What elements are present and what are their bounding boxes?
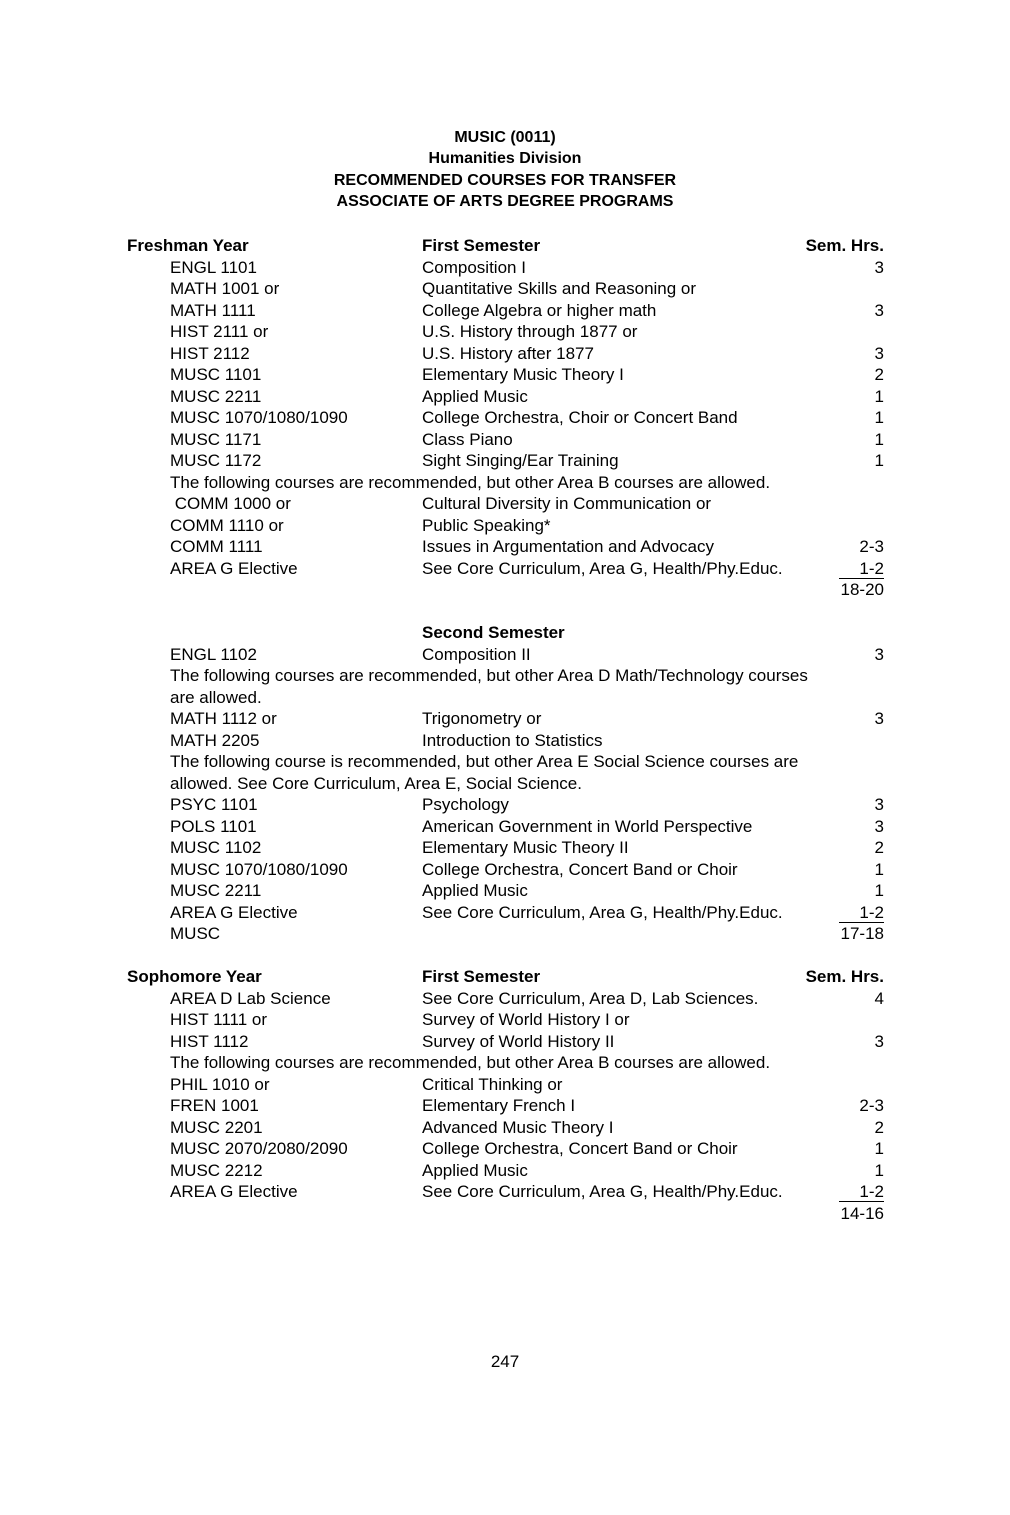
hours-header: Sem. Hrs. (805, 236, 884, 255)
course-title: Composition II (422, 644, 531, 664)
semester-total: 14-16 (840, 1203, 884, 1223)
course-title: Class Piano (422, 429, 513, 449)
course-title: Critical Thinking or (422, 1074, 563, 1094)
course-title: Cultural Diversity in Communication or (422, 494, 712, 513)
course-title: See Core Curriculum, Area G, Health/Phy.Educ. (422, 902, 783, 922)
year-label: Sophomore Year (127, 967, 262, 986)
course-title: U.S. History after 1877 (422, 343, 594, 363)
course-hours: 1-2 (839, 1183, 884, 1202)
area-e-note-cont: allowed. See Core Curriculum, Area E, Social Science. (170, 773, 582, 793)
course-title: See Core Curriculum, Area G, Health/Phy.Educ. (422, 558, 783, 578)
course-title: American Government in World Perspective (422, 816, 753, 836)
course-title: Composition I (422, 257, 526, 277)
course-row (0, 1074, 1010, 1096)
area-d-note-cont: are allowed. (170, 687, 262, 707)
course-code: MUSC 1171 (170, 429, 262, 449)
course-code: PHIL 1010 or (170, 1074, 270, 1094)
course-title: College Algebra or higher math (422, 300, 657, 320)
semester-total: 17-18 (840, 924, 884, 943)
hours-header: Sem. Hrs. (805, 967, 884, 986)
area-b-note: The following courses are recommended, but other Area B courses are allowed. (170, 1053, 771, 1072)
course-hours: 3 (874, 1031, 884, 1051)
course-row (0, 1138, 1010, 1160)
course-code: AREA G Elective (170, 558, 298, 578)
area-b-note: The following courses are recommended, but other Area B courses are allowed. (170, 472, 771, 492)
course-code: MATH 1001 or (170, 279, 280, 298)
course-code: MATH 1112 or (170, 709, 277, 728)
course-title: Survey of World History I or (422, 1010, 630, 1029)
semester-title: First Semester (422, 236, 541, 255)
course-row (0, 708, 1010, 730)
course-title: Elementary Music Theory I (422, 365, 624, 384)
semester-total: 18-20 (840, 580, 884, 599)
course-code: FREN 1001 (170, 1096, 259, 1115)
course-row (0, 1031, 1010, 1053)
course-row (0, 386, 1010, 408)
course-hours: 2-3 (859, 537, 884, 556)
course-title: College Orchestra, Concert Band or Choir (422, 1139, 738, 1158)
course-hours: 4 (874, 988, 884, 1008)
document-header (0, 127, 1010, 213)
course-row (0, 730, 1010, 752)
course-hours: 3 (874, 644, 884, 664)
course-hours: 3 (874, 709, 884, 728)
course-title: Applied Music (422, 881, 528, 900)
course-row (0, 515, 1010, 537)
course-title: Public Speaking* (422, 515, 551, 535)
course-code: ENGL 1102 (170, 644, 257, 664)
course-code: MUSC 1070/1080/1090 (170, 408, 348, 427)
course-hours: 2 (874, 365, 884, 384)
course-title: See Core Curriculum, Area G, Health/Phy.Educ. (422, 1182, 783, 1201)
year-label: Freshman Year (127, 236, 249, 255)
course-hours: 3 (874, 795, 884, 814)
course-row (0, 278, 1010, 300)
course-row (0, 429, 1010, 451)
course-hours: 1 (874, 881, 884, 900)
course-title: Sight Singing/Ear Training (422, 451, 619, 470)
course-hours: 3 (874, 257, 884, 277)
course-hours: 1 (874, 1160, 884, 1180)
course-code: MATH 2205 (170, 730, 260, 750)
course-row (0, 364, 1010, 386)
course-title: Elementary French I (422, 1096, 576, 1115)
course-row (0, 1160, 1010, 1182)
freshman-second-semester (0, 622, 1010, 945)
sophomore-first-semester (0, 966, 1010, 1224)
course-code: COMM 1110 or (170, 515, 284, 535)
course-code: MUSC 2070/2080/2090 (170, 1139, 348, 1158)
course-hours: 1 (874, 429, 884, 449)
course-title: Introduction to Statistics (422, 730, 603, 750)
course-row (0, 988, 1010, 1010)
course-row (0, 794, 1010, 816)
course-title: Advanced Music Theory I (422, 1117, 614, 1137)
course-hours: 1 (874, 859, 884, 879)
course-hours: 1-2 (839, 904, 884, 923)
course-row (0, 859, 1010, 881)
course-title: See Core Curriculum, Area D, Lab Sciences. (422, 988, 759, 1008)
course-code: MUSC 2211 (170, 881, 262, 900)
course-title: U.S. History through 1877 or (422, 322, 638, 341)
course-row (0, 1117, 1010, 1139)
course-title: Quantitative Skills and Reasoning or (422, 279, 697, 298)
course-code: COMM 1000 or (170, 494, 291, 513)
course-code: HIST 1112 (170, 1031, 249, 1051)
course-code: POLS 1101 (170, 816, 257, 836)
course-title: Elementary Music Theory II (422, 838, 629, 857)
course-code: MUSC (170, 924, 221, 943)
course-title: Trigonometry or (422, 709, 542, 728)
course-code: MUSC 2211 (170, 386, 262, 406)
course-row (0, 300, 1010, 322)
course-row (0, 450, 1010, 472)
area-e-note: The following course is recommended, but other Area E Social Science courses are (170, 752, 799, 771)
course-row (0, 1009, 1010, 1031)
course-hours: 1 (874, 451, 884, 470)
course-row (0, 407, 1010, 429)
course-code: AREA D Lab Science (170, 988, 331, 1008)
course-row (0, 536, 1010, 558)
course-hours: 2 (874, 1117, 884, 1137)
course-row (0, 558, 1010, 580)
semester-title: First Semester (422, 967, 541, 986)
course-title: Applied Music (422, 386, 528, 406)
course-row (0, 816, 1010, 838)
course-list (0, 257, 1010, 472)
course-row (0, 493, 1010, 515)
course-title: Psychology (422, 795, 509, 814)
course-row (0, 257, 1010, 279)
course-row (0, 1181, 1010, 1203)
page-number: 247 (490, 1352, 520, 1371)
course-code: HIST 1111 or (170, 1010, 268, 1029)
course-code: MUSC 1070/1080/1090 (170, 859, 348, 879)
course-row (0, 321, 1010, 343)
course-title: College Orchestra, Choir or Concert Band (422, 408, 738, 427)
heading-recommended: RECOMMENDED COURSES FOR TRANSFER (333, 171, 677, 189)
course-title: Survey of World History II (422, 1031, 615, 1051)
course-hours: 2 (874, 838, 884, 857)
course-code: PSYC 1101 (170, 795, 258, 814)
program-title: MUSIC (0011) (454, 129, 556, 146)
area-d-note: The following courses are recommended, but other Area D Math/Technology courses (170, 666, 808, 685)
course-title: Issues in Argumentation and Advocacy (422, 537, 715, 556)
semester-title: Second Semester (422, 623, 565, 642)
course-hours: 1 (874, 386, 884, 406)
course-row (0, 644, 1010, 666)
course-hours: 1 (874, 1139, 884, 1158)
course-code: COMM 1111 (170, 537, 263, 556)
course-code: HIST 2111 or (170, 322, 269, 341)
course-row (0, 343, 1010, 365)
course-code: MUSC 2212 (170, 1160, 263, 1180)
course-row (0, 902, 1010, 924)
course-code: MATH 1111 (170, 300, 256, 320)
division-name: Humanities Division (428, 150, 582, 168)
course-hours: 3 (874, 343, 884, 363)
course-code: MUSC 2201 (170, 1117, 263, 1137)
course-title: College Orchestra, Concert Band or Choir (422, 859, 738, 879)
course-hours: 1 (874, 408, 884, 427)
course-row (0, 837, 1010, 859)
course-row (0, 1095, 1010, 1117)
course-hours: 2-3 (859, 1096, 884, 1115)
course-code: MUSC 1102 (170, 838, 262, 857)
course-code: AREA G Elective (170, 1182, 298, 1201)
course-code: AREA G Elective (170, 902, 298, 922)
heading-degree: ASSOCIATE OF ARTS DEGREE PROGRAMS (336, 193, 674, 211)
course-code: HIST 2112 (170, 343, 250, 363)
course-title: Applied Music (422, 1160, 528, 1180)
course-row (0, 880, 1010, 902)
course-code: MUSC 1172 (170, 451, 262, 470)
course-hours: 1-2 (839, 560, 884, 579)
course-hours: 3 (874, 816, 884, 836)
course-hours: 3 (874, 300, 884, 320)
course-code: ENGL 1101 (170, 257, 257, 277)
freshman-first-semester (0, 235, 1010, 601)
course-code: MUSC 1101 (170, 365, 262, 384)
